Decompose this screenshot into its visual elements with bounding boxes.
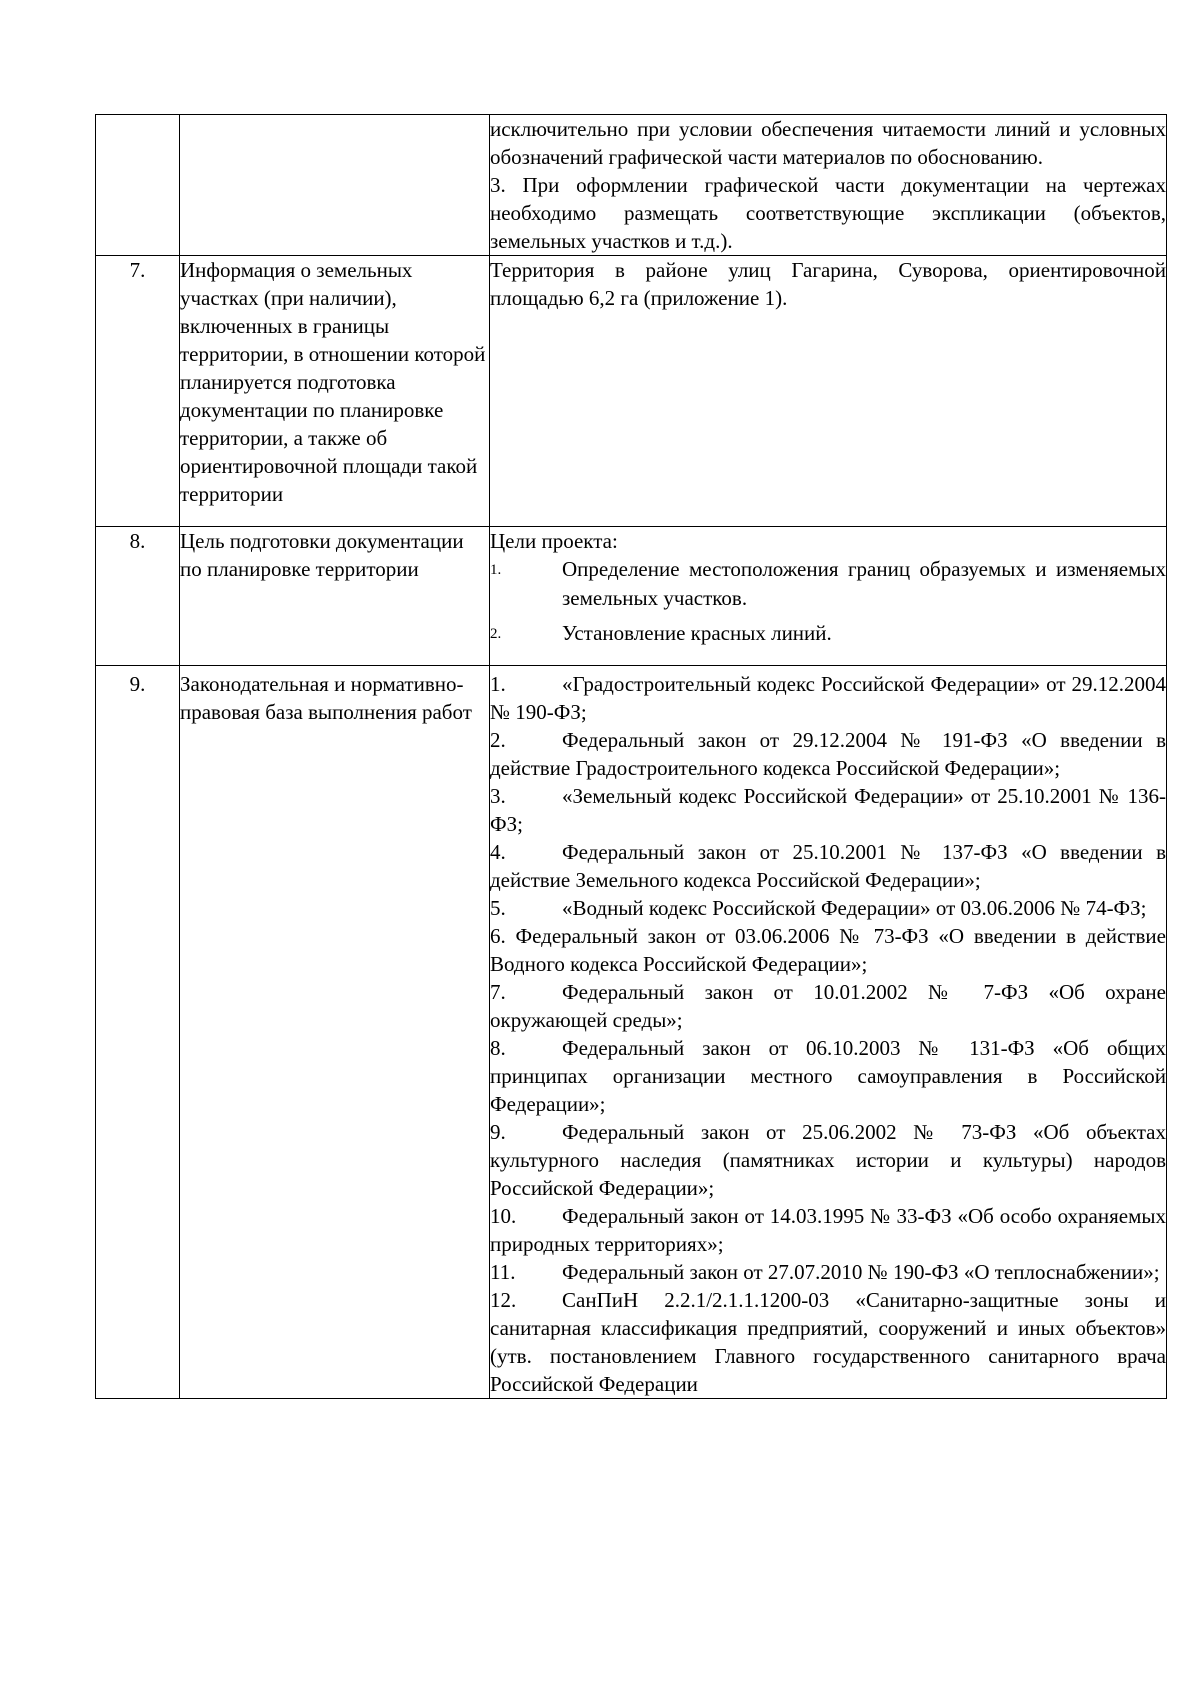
list-item-text: Федеральный закон от 06.10.2003 № 131-ФЗ «Об общих принципах организации местного самоуправления в Российской Федерации»; — [490, 1036, 1166, 1116]
list-item-number: 8. — [490, 1036, 506, 1060]
list-item-number: 2. — [490, 626, 502, 642]
list-item — [490, 1118, 1166, 1202]
document-page — [95, 114, 1167, 1399]
list-item — [490, 555, 1166, 619]
list-item-number: 4. — [490, 840, 506, 864]
row-number: 7. — [96, 256, 180, 527]
list-item — [490, 922, 1166, 978]
list-item-text: Федеральный закон от 25.10.2001 № 137-ФЗ «О введении в действие Земельного кодекса Российской Федерации»; — [490, 840, 1166, 892]
list-item-number: 10. — [490, 1204, 517, 1228]
row-number-cell — [96, 115, 180, 256]
list-item-text: Установление красных линий. — [562, 621, 832, 645]
list-item — [490, 894, 1166, 922]
paragraph: Территория в районе улиц Гагарина, Суворова, ориентировочной площадью 6,2 га (приложение 1). — [490, 258, 1166, 310]
list-item-number: 1. — [490, 672, 506, 696]
row-name: Информация о земельных участках (при наличии), включенных в границы территории, в отношении которой планируется подготовка документации по планировке территории, а также об ориентировочной площади такой территории — [180, 256, 490, 527]
row-name-cell — [180, 115, 490, 256]
row-content — [490, 256, 1167, 527]
table-row-9 — [96, 666, 1167, 1399]
list-item-number: 7. — [490, 980, 506, 1004]
row-name: Цель подготовки документации по планировке территории — [180, 527, 490, 666]
table-row-continued — [96, 115, 1167, 256]
list-item-number: 9. — [490, 1120, 506, 1144]
row-number: 8. — [96, 527, 180, 666]
list-item-text: Федеральный закон от 14.03.1995 № 33-ФЗ «Об особо охраняемых природных территориях»; — [490, 1204, 1166, 1256]
row-content — [490, 666, 1167, 1399]
list-heading: Цели проекта: — [490, 529, 618, 553]
list-item-text: «Земельный кодекс Российской Федерации» от 25.10.2001 № 136-ФЗ; — [490, 784, 1166, 836]
list-item-text: Определение местоположения границ образуемых и изменяемых земельных участков. — [562, 557, 1166, 610]
paragraph: исключительно при условии обеспечения читаемости линий и условных обозначений графической части материалов по обоснованию. — [490, 117, 1166, 169]
list-item — [490, 782, 1166, 838]
list-item-number: 1. — [490, 562, 502, 578]
paragraph: 3. При оформлении графической части документации на чертежах необходимо размещать соответствующие экспликации (объектов, земельных участков и т.д.). — [490, 173, 1166, 253]
list-item-number: 12. — [490, 1288, 517, 1312]
row-name: Законодательная и нормативно-правовая база выполнения работ — [180, 666, 490, 1399]
list-item — [490, 1034, 1166, 1118]
list-item-text: «Водный кодекс Российской Федерации» от 03.06.2006 № 74-ФЗ; — [562, 896, 1147, 920]
list-item — [490, 726, 1166, 782]
list-item-text: СанПиН 2.2.1/2.1.1.1200-03 «Санитарно-защитные зоны и санитарная классификация предприятий, сооружений и иных объектов» (утв. постановлением Главного государственного санитарного врача Российской Федерации — [490, 1288, 1166, 1396]
list-item-number: 2. — [490, 728, 506, 752]
table-row-8 — [96, 527, 1167, 666]
list-item-number: 11. — [490, 1260, 516, 1284]
list-item — [490, 1202, 1166, 1258]
list-item — [490, 619, 1166, 655]
list-item-text: Федеральный закон от 29.12.2004 № 191-ФЗ «О введении в действие Градостроительного кодекса Российской Федерации»; — [490, 728, 1166, 780]
list-item — [490, 838, 1166, 894]
table-row-7 — [96, 256, 1167, 527]
list-item-text: 6. Федеральный закон от 03.06.2006 № 73-ФЗ «О введении в действие Водного кодекса Российской Федерации»; — [490, 924, 1166, 976]
requirements-table — [95, 114, 1167, 1399]
row-content — [490, 527, 1167, 666]
list-item-text: Федеральный закон от 27.07.2010 № 190-ФЗ «О теплоснабжении»; — [562, 1260, 1160, 1284]
list-item — [490, 1258, 1166, 1286]
list-item — [490, 1286, 1166, 1398]
row-number: 9. — [96, 666, 180, 1399]
list-item — [490, 978, 1166, 1034]
list-item-number: 5. — [490, 896, 506, 920]
list-item — [490, 670, 1166, 726]
list-item-text: Федеральный закон от 10.01.2002 № 7-ФЗ «Об охране окружающей среды»; — [490, 980, 1166, 1032]
row-content-cell — [490, 115, 1167, 256]
list-item-number: 3. — [490, 784, 506, 808]
list-item-text: «Градостроительный кодекс Российской Федерации» от 29.12.2004 № 190-ФЗ; — [490, 672, 1166, 724]
list-item-text: Федеральный закон от 25.06.2002 № 73-ФЗ «Об объектах культурного наследия (памятниках истории и культуры) народов Российской Федерации»; — [490, 1120, 1166, 1200]
